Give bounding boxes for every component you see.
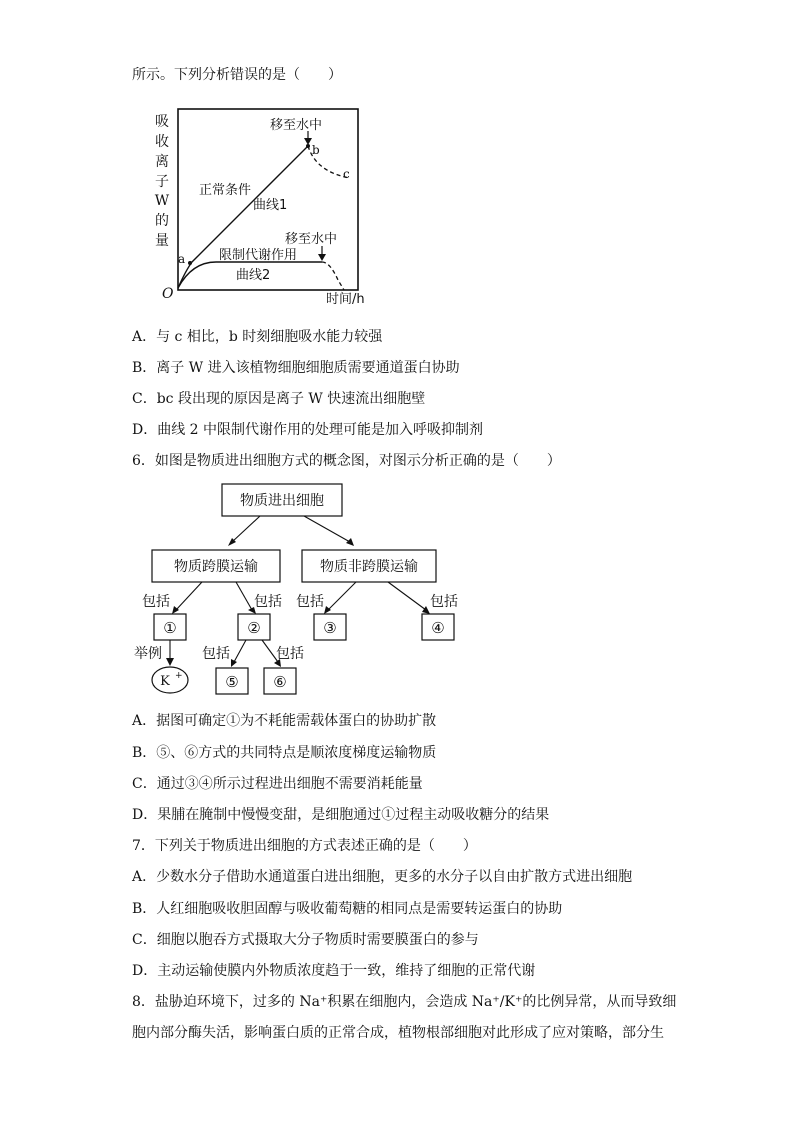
ylabel-char: 离 — [155, 154, 169, 170]
include-label: 包括 — [276, 646, 304, 662]
q5-option-d: D．曲线 2 中限制代谢作用的处理可能是加入呼吸抑制剂 — [132, 422, 484, 438]
curve-1-label: 曲线1 — [253, 198, 288, 213]
q8-line-2: 胞内部分酶失活，影响蛋白质的正常合成，植物根部细胞对此形成了应对策略，部分生 — [132, 1025, 664, 1041]
include-label: 包括 — [202, 646, 230, 662]
q7-option-c: C．细胞以胞吞方式摄取大分子物质时需要膜蛋白的参与 — [132, 932, 479, 948]
ion-circle — [152, 667, 188, 693]
node-4: ④ — [431, 619, 445, 637]
node-3: ③ — [323, 619, 337, 637]
q7-stem: 7．下列关于物质进出细胞的方式表述正确的是（ ） — [132, 838, 477, 854]
node-5: ⑤ — [225, 673, 239, 691]
q7-option-a: A．少数水分子借助水通道蛋白进出细胞，更多的水分子以自由扩散方式进出细胞 — [132, 869, 633, 885]
ion-label: K — [160, 674, 170, 689]
ylabel-char: 子 — [155, 174, 169, 190]
arrow-down-icon — [318, 254, 326, 261]
include-label: 包括 — [430, 594, 458, 610]
include-label: 包括 — [142, 594, 170, 610]
q5-graph — [140, 100, 400, 315]
node-2: ② — [247, 619, 261, 637]
q6-stem: 6．如图是物质进出细胞方式的概念图，对图示分析正确的是（ ） — [132, 453, 561, 469]
point-c-label: c — [343, 167, 350, 181]
top-box-label: 物质进出细胞 — [240, 493, 324, 509]
q7-option-d: D．主动运输使膜内外物质浓度趋于一致，维持了细胞的正常代谢 — [132, 963, 536, 979]
curve-2-label: 曲线2 — [236, 268, 271, 283]
q6-option-d: D．果脯在腌制中慢慢变甜，是细胞通过①过程主动吸收糖分的结果 — [132, 807, 550, 823]
q6-concept-diagram — [132, 480, 472, 700]
q6-option-b: B．⑤、⑥方式的共同特点是顺浓度梯度运输物质 — [132, 745, 437, 761]
x-axis-label: 时间/h — [326, 292, 365, 307]
ylabel-char: 吸 — [155, 114, 169, 130]
q6-option-c: C．通过③④所示过程进出细胞不需要消耗能量 — [132, 776, 423, 792]
y-axis-label — [155, 114, 170, 249]
left-box-label: 物质跨膜运输 — [174, 559, 258, 575]
arrow-down-icon — [304, 138, 312, 145]
normal-condition-label: 正常条件 — [199, 183, 252, 198]
q7-option-b: B．人红细胞吸收胆固醇与吸收葡萄糖的相同点是需要转运蛋白的协助 — [132, 901, 563, 917]
ion-charge: + — [175, 671, 183, 681]
q5-stem-tail: 所示。下列分析错误的是（ ） — [132, 67, 342, 83]
node-1: ① — [163, 619, 177, 637]
arrow-icon — [346, 538, 354, 546]
move-to-water-1: 移至水中 — [270, 118, 323, 133]
q5-option-c: C．bc 段出现的原因是离子 W 快速流出细胞壁 — [132, 391, 426, 407]
restrict-metabolism-label: 限制代谢作用 — [219, 248, 298, 263]
ylabel-char: 的 — [155, 213, 169, 229]
curve-2-dashed — [322, 262, 344, 290]
example-label: 举例 — [134, 646, 162, 662]
arrow-icon — [324, 606, 331, 614]
q8-line-1: 8．盐胁迫环境下，过多的 Na⁺积累在细胞内，会造成 Na⁺/K⁺的比例异常，从而导致细 — [132, 994, 677, 1010]
origin-label: O — [162, 286, 174, 302]
ylabel-char: W — [154, 193, 170, 209]
move-to-water-2: 移至水中 — [285, 232, 338, 247]
arrow-icon — [231, 659, 237, 667]
include-label: 包括 — [296, 594, 324, 610]
point-a-label: a — [178, 252, 186, 266]
right-box-label: 物质非跨膜运输 — [320, 559, 418, 575]
point-b-label: b — [312, 143, 320, 157]
node-6: ⑥ — [273, 673, 287, 691]
q6-option-a: A．据图可确定①为不耗能需载体蛋白的协助扩散 — [132, 713, 437, 729]
ylabel-char: 收 — [155, 134, 169, 150]
q5-option-a: A．与 c 相比，b 时刻细胞吸水能力较强 — [132, 329, 383, 345]
include-label: 包括 — [254, 594, 282, 610]
point-a — [188, 261, 192, 265]
arrow-icon — [422, 606, 430, 614]
arrow-icon — [166, 658, 174, 666]
q5-option-b: B．离子 W 进入该植物细胞细胞质需要通道蛋白协助 — [132, 360, 460, 376]
ylabel-char: 量 — [155, 233, 169, 249]
